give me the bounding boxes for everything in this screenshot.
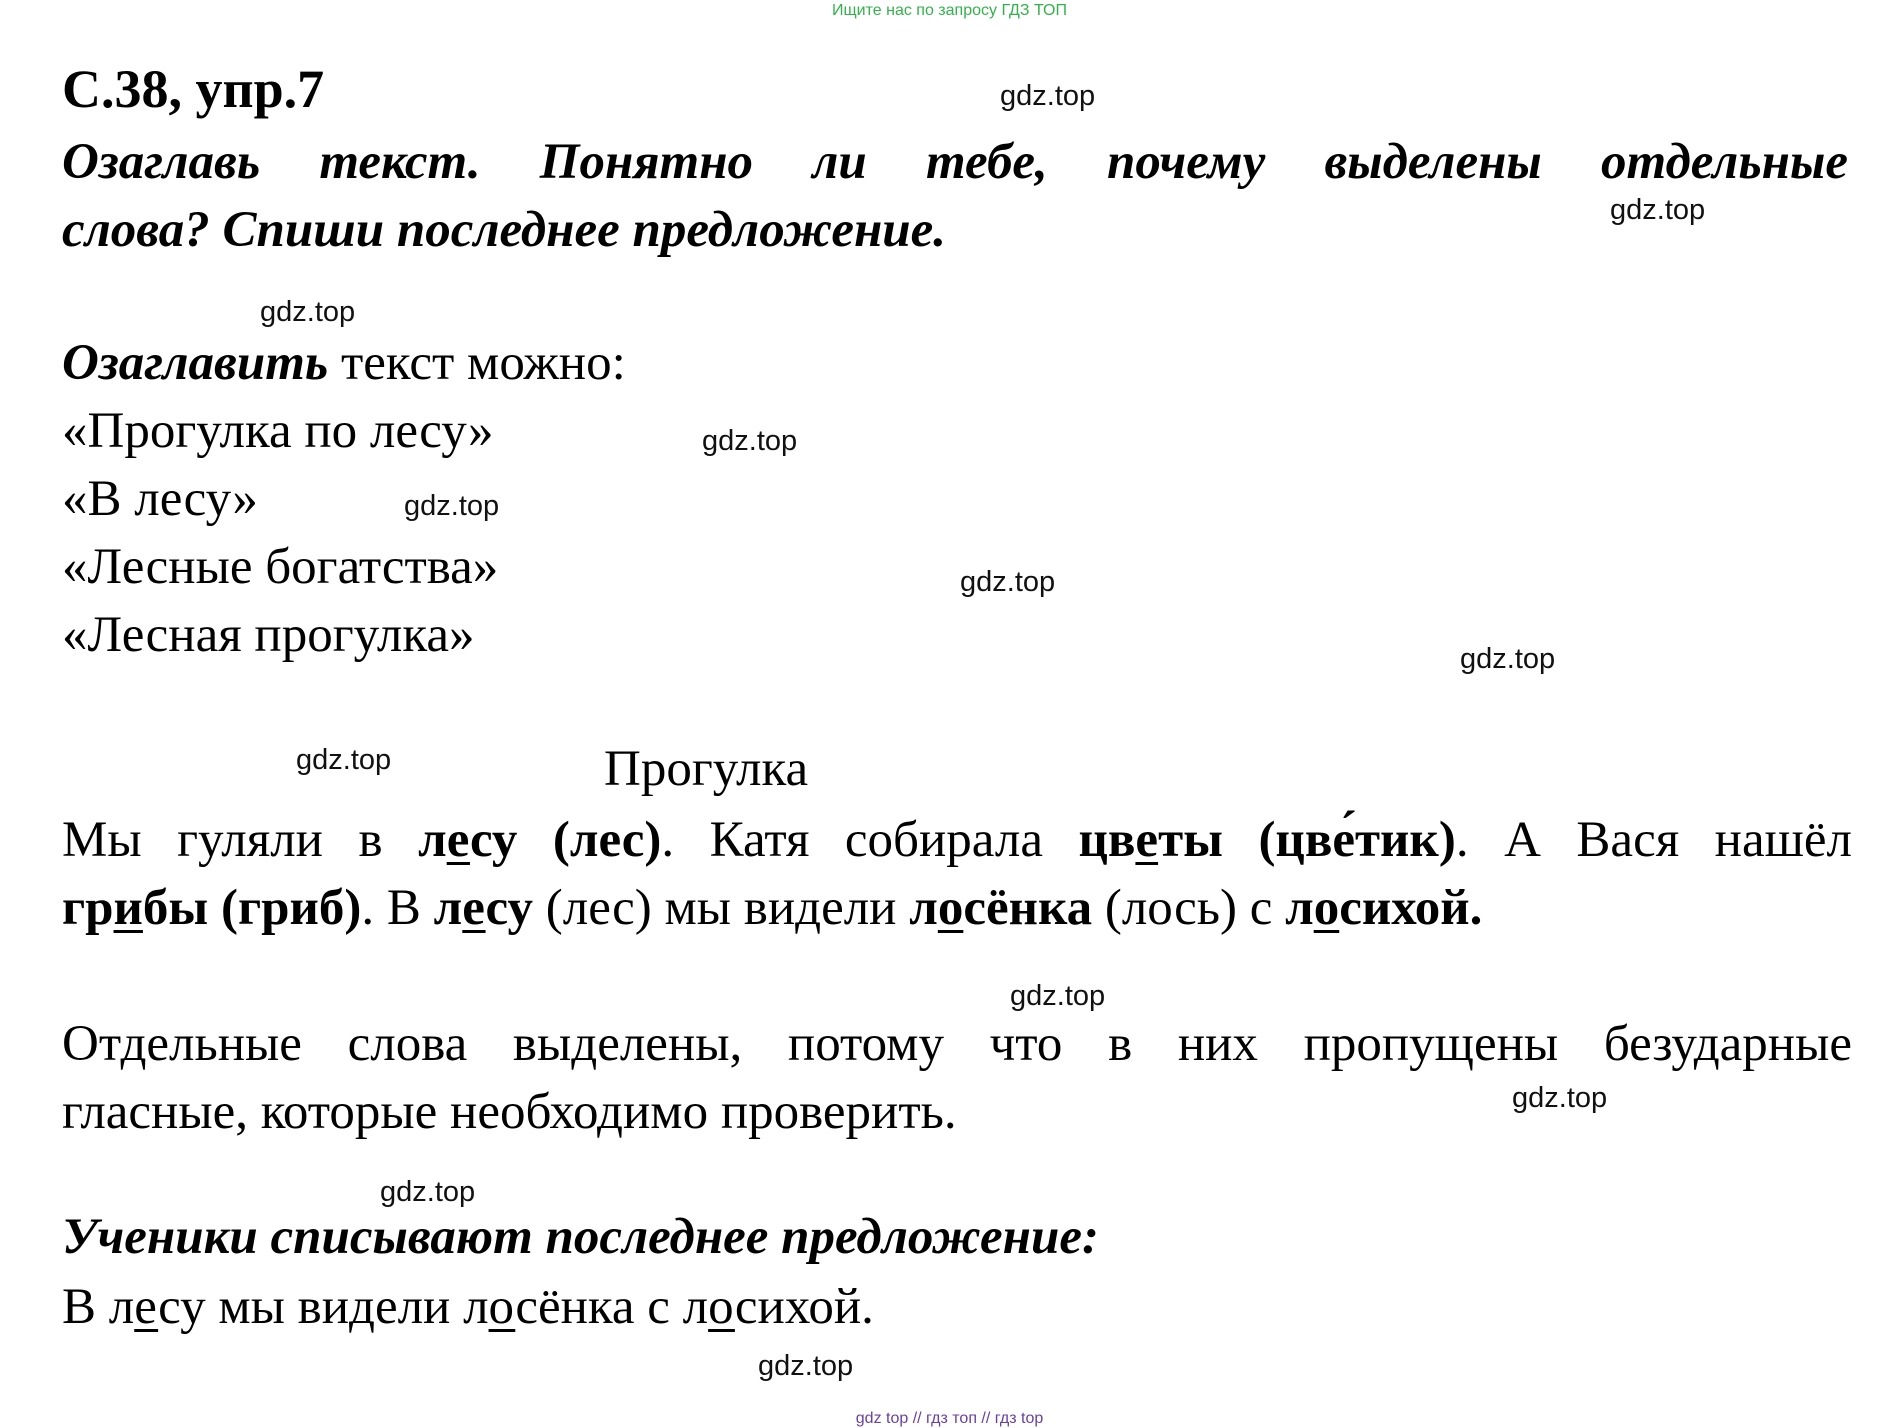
footer-note: gdz top // гдз топ // гдз top <box>855 1410 1044 1427</box>
watermark: gdz.top <box>960 566 1056 598</box>
watermark: gdz.top <box>1010 980 1106 1012</box>
task-line-1: Озаглавь текст. Понятно ли тебе, почему выделены отдельные <box>62 134 1848 190</box>
underlined-vowel: о <box>708 1279 735 1335</box>
sentence-part: сихой. <box>734 1279 874 1335</box>
watermark: gdz.top <box>758 1350 854 1382</box>
answer-intro <box>62 334 626 392</box>
word-part: бы (гриб) <box>142 880 362 936</box>
task-text <box>62 128 1848 264</box>
top-search-note: Ищите нас по запросу ГДЗ ТОП <box>832 2 1067 19</box>
underlined-vowel: е <box>462 880 486 936</box>
copied-sentence <box>62 1278 874 1336</box>
story-fragment: (лес) мы видели <box>533 880 910 936</box>
answer-intro-rest: текст можно: <box>328 335 626 391</box>
sentence-part: В л <box>62 1279 135 1335</box>
word-part: ты (цве́тик) <box>1158 812 1456 868</box>
highlighted-word <box>62 880 361 936</box>
story-line-2 <box>62 874 1852 942</box>
story-text <box>62 806 1852 942</box>
answer-intro-bold: Озаглавить <box>62 335 329 391</box>
story-line-1 <box>62 806 1852 874</box>
title-option: «Лесная прогулка» <box>62 607 475 663</box>
word-part: л <box>1285 880 1314 936</box>
underlined-vowel: о <box>488 1279 516 1335</box>
explanation-line-2: гласные, которые необходимо проверить. <box>62 1084 957 1140</box>
watermark: gdz.top <box>1000 80 1096 112</box>
story-fragment: . В <box>361 880 434 936</box>
title-option: «В лесу» <box>62 471 258 527</box>
watermark: gdz.top <box>260 296 356 328</box>
story-fragment: Мы гуляли в <box>62 812 419 868</box>
watermark: gdz.top <box>1460 643 1556 675</box>
underlined-vowel: о <box>1313 880 1340 936</box>
sentence-part: су мы видели л <box>158 1279 489 1335</box>
title-option: «Лесные богатства» <box>62 539 499 595</box>
underlined-vowel: е <box>1135 812 1159 868</box>
story-fragment: . А Вася нашёл <box>1455 812 1852 868</box>
word-part: гр <box>62 880 114 936</box>
copy-heading: Ученики списывают последнее предложение: <box>62 1209 1099 1265</box>
word-part: цв <box>1078 812 1136 868</box>
watermark: gdz.top <box>296 744 392 776</box>
underlined-vowel: и <box>113 880 143 936</box>
explanation-text <box>62 1010 1852 1146</box>
underlined-vowel: е <box>446 812 470 868</box>
word-part: сёнка <box>963 880 1093 936</box>
highlighted-word <box>909 880 1092 936</box>
watermark: gdz.top <box>1610 194 1706 226</box>
story-title: Прогулка <box>604 741 809 797</box>
title-option: «Прогулка по лесу» <box>62 403 494 459</box>
page-heading: С.38, упр.7 <box>62 59 325 119</box>
underlined-vowel: е <box>134 1279 159 1335</box>
story-fragment: (лось) с <box>1092 880 1286 936</box>
highlighted-word <box>1285 880 1482 936</box>
word-part: су (лес) <box>469 812 662 868</box>
highlighted-word <box>434 880 533 936</box>
word-part: су <box>485 880 534 936</box>
sentence-part: сёнка с л <box>515 1279 709 1335</box>
explanation-line-1: Отдельные слова выделены, потому что в них пропущены безударные <box>62 1016 1852 1072</box>
watermark: gdz.top <box>380 1176 476 1208</box>
task-line-2: слова? Спиши последнее предложение. <box>62 202 947 258</box>
watermark: gdz.top <box>404 490 500 522</box>
watermark: gdz.top <box>702 425 798 457</box>
word-part: л <box>909 880 938 936</box>
watermark: gdz.top <box>1512 1082 1608 1114</box>
story-fragment: . Катя собирала <box>661 812 1079 868</box>
word-part: л <box>418 812 447 868</box>
highlighted-word <box>418 812 661 868</box>
underlined-vowel: о <box>937 880 964 936</box>
highlighted-word <box>1078 812 1455 868</box>
word-part: сихой. <box>1339 880 1483 936</box>
word-part: л <box>433 880 463 936</box>
